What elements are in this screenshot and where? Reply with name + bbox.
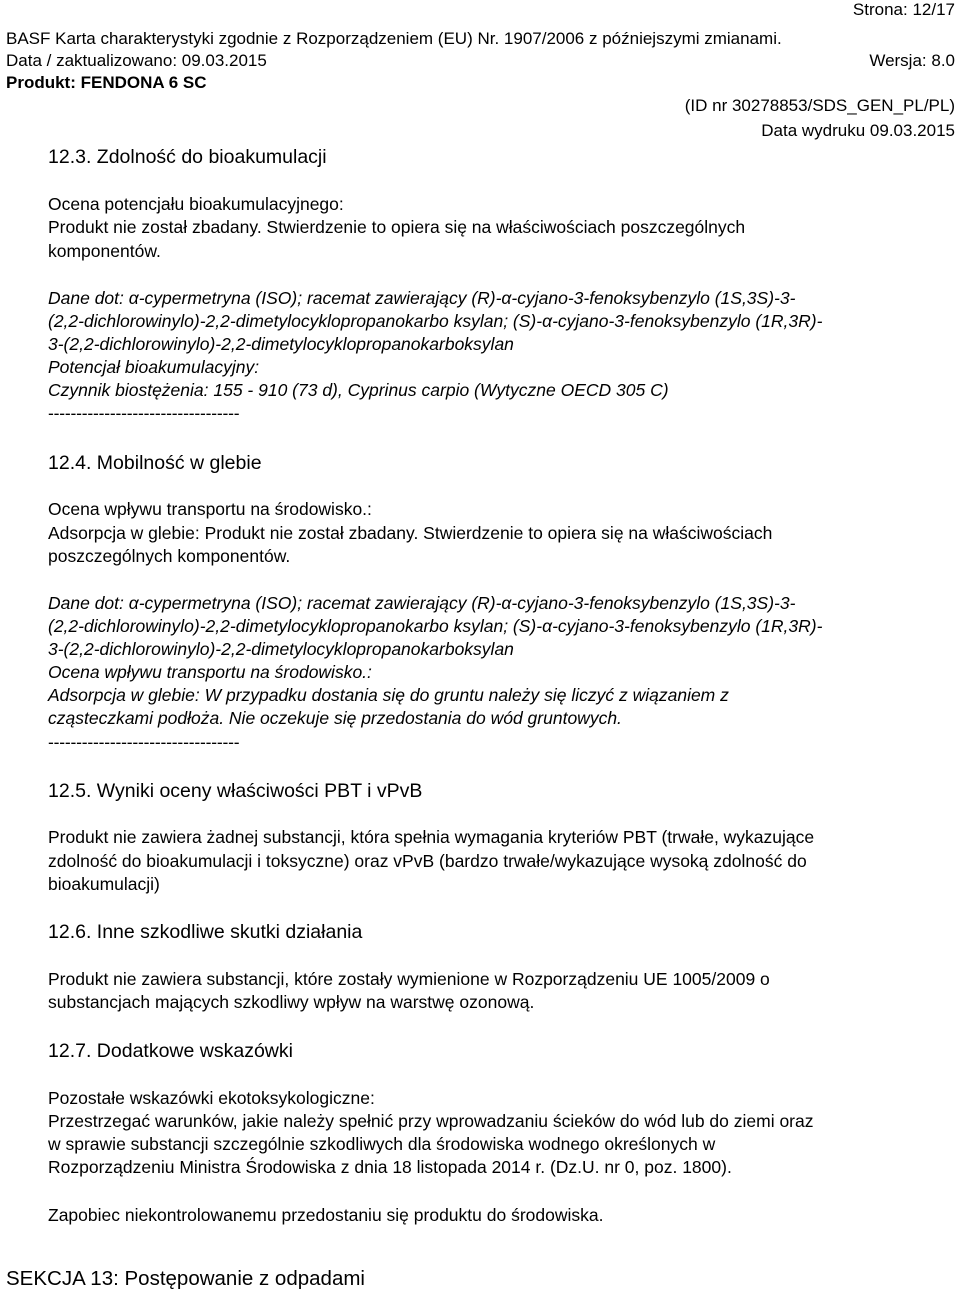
section-number: 12.4.: [48, 452, 92, 474]
text-line: Ocena wpływu transportu na środowisko.:: [48, 499, 372, 519]
section-12-3-heading: [48, 145, 327, 169]
header-date-updated: Data / zaktualizowano: 09.03.2015: [6, 51, 267, 70]
text-line: poszczególnych komponentów.: [48, 546, 291, 566]
section-title: Inne szkodliwe skutki działania: [96, 921, 363, 943]
text-line: Pozostałe wskazówki ekotoksykologiczne:: [48, 1088, 375, 1108]
text-line: Produkt nie zawiera żadnej substancji, która spełnia wymagania kryteriów PBT (trwałe, wykazujące: [48, 827, 815, 847]
text-line: Potencjał bioakumulacyjny:: [48, 357, 260, 377]
section-title: Zdolność do bioakumulacji: [96, 146, 327, 168]
text-line: (2,2-dichlorowinylo)-2,2-dimetylocyklopropanokarbo ksylan; (S)-α-cyjano-3-fenoksybenzylo (1R,3R)-: [48, 616, 823, 636]
text-line: 3-(2,2-dichlorowinylo)-2,2-dimetylocyklopropanokarboksylan: [48, 639, 514, 659]
text-line: Rozporządzeniu Ministra Środowiska z dnia 18 listopada 2014 r. (Dz.U. nr 0, poz. 1800).: [48, 1157, 732, 1177]
separator: ----------------------------------: [48, 403, 240, 423]
text-line: 3-(2,2-dichlorowinylo)-2,2-dimetylocyklopropanokarboksylan: [48, 334, 514, 354]
text-line: bioakumulacji): [48, 874, 160, 894]
text-line: (2,2-dichlorowinylo)-2,2-dimetylocyklopropanokarbo ksylan; (S)-α-cyjano-3-fenoksybenzylo (1R,3R)-: [48, 311, 823, 331]
section-title: Wyniki oceny właściwości PBT i vPvB: [96, 780, 423, 802]
text-line: zdolność do bioakumulacji i toksyczne) oraz vPvB (bardzo trwałe/wykazujące wysoką zdolność do: [48, 851, 807, 871]
section-number: 12.7.: [48, 1040, 92, 1062]
text-line: Ocena wpływu transportu na środowisko.:: [48, 662, 372, 682]
section-12-5-heading: [48, 779, 422, 803]
section-title: Dodatkowe wskazówki: [96, 1040, 293, 1062]
text-line: substancjach mających szkodliwy wpływ na warstwę ozonową.: [48, 992, 535, 1012]
text-line: Dane dot: α-cypermetryna (ISO); racemat zawierający (R)-α-cyjano-3-fenoksybenzylo (1S,3S)-3-: [48, 593, 796, 613]
text-line: Produkt nie został zbadany. Stwierdzenie to opiera się na właściwościach poszczególnych: [48, 217, 746, 237]
text-line: cząsteczkami podłoża. Nie oczekuje się przedostania do wód gruntowych.: [48, 708, 622, 728]
header-product: Produkt: FENDONA 6 SC: [6, 73, 207, 92]
section-12-4-heading: [48, 451, 262, 475]
section-12-7-heading: [48, 1039, 293, 1063]
separator: ----------------------------------: [48, 732, 240, 752]
section-number: 12.5.: [48, 780, 92, 802]
text-line: Zapobiec niekontrolowanemu przedostaniu się produktu do środowiska.: [48, 1205, 604, 1225]
text-line: Ocena potencjału bioakumulacyjnego:: [48, 194, 344, 214]
section-number: 12.3.: [48, 146, 92, 168]
text-line: Adsorpcja w glebie: Produkt nie został zbadany. Stwierdzenie to opiera się na właściwościach: [48, 523, 773, 543]
text-line: Dane dot: α-cypermetryna (ISO); racemat zawierający (R)-α-cyjano-3-fenoksybenzylo (1S,3S)-3-: [48, 288, 796, 308]
text-line: Czynnik biostężenia: 155 - 910 (73 d), Cyprinus carpio (Wytyczne OECD 305 C): [48, 380, 669, 400]
header-print-date: Data wydruku 09.03.2015: [761, 121, 955, 140]
section-12-6-heading: [48, 920, 362, 944]
text-line: komponentów.: [48, 241, 161, 261]
header-version: Wersja: 8.0: [869, 51, 955, 70]
text-line: Przestrzegać warunków, jakie należy spełnić przy wprowadzaniu ścieków do wód lub do ziemi oraz: [48, 1111, 814, 1131]
page-number: Strona: 12/17: [852, 0, 955, 19]
text-line: Produkt nie zawiera substancji, które zostały wymienione w Rozporządzeniu UE 1005/2009 o: [48, 969, 770, 989]
text-line: Adsorpcja w glebie: W przypadku dostania się do gruntu należy się liczyć z wiązaniem z: [48, 685, 729, 705]
section-13-heading: SEKCJA 13: Postępowanie z odpadami: [6, 1267, 365, 1290]
header-id: (ID nr 30278853/SDS_GEN_PL/PL): [684, 96, 955, 115]
section-number: 12.6.: [48, 921, 92, 943]
header-title: BASF Karta charakterystyki zgodnie z Rozporządzeniem (EU) Nr. 1907/2006 z późniejszymi zmianami.: [6, 29, 782, 48]
text-line: w sprawie substancji szczególnie szkodliwych dla środowiska wodnego określonych w: [48, 1134, 716, 1154]
section-title: Mobilność w glebie: [96, 452, 262, 474]
